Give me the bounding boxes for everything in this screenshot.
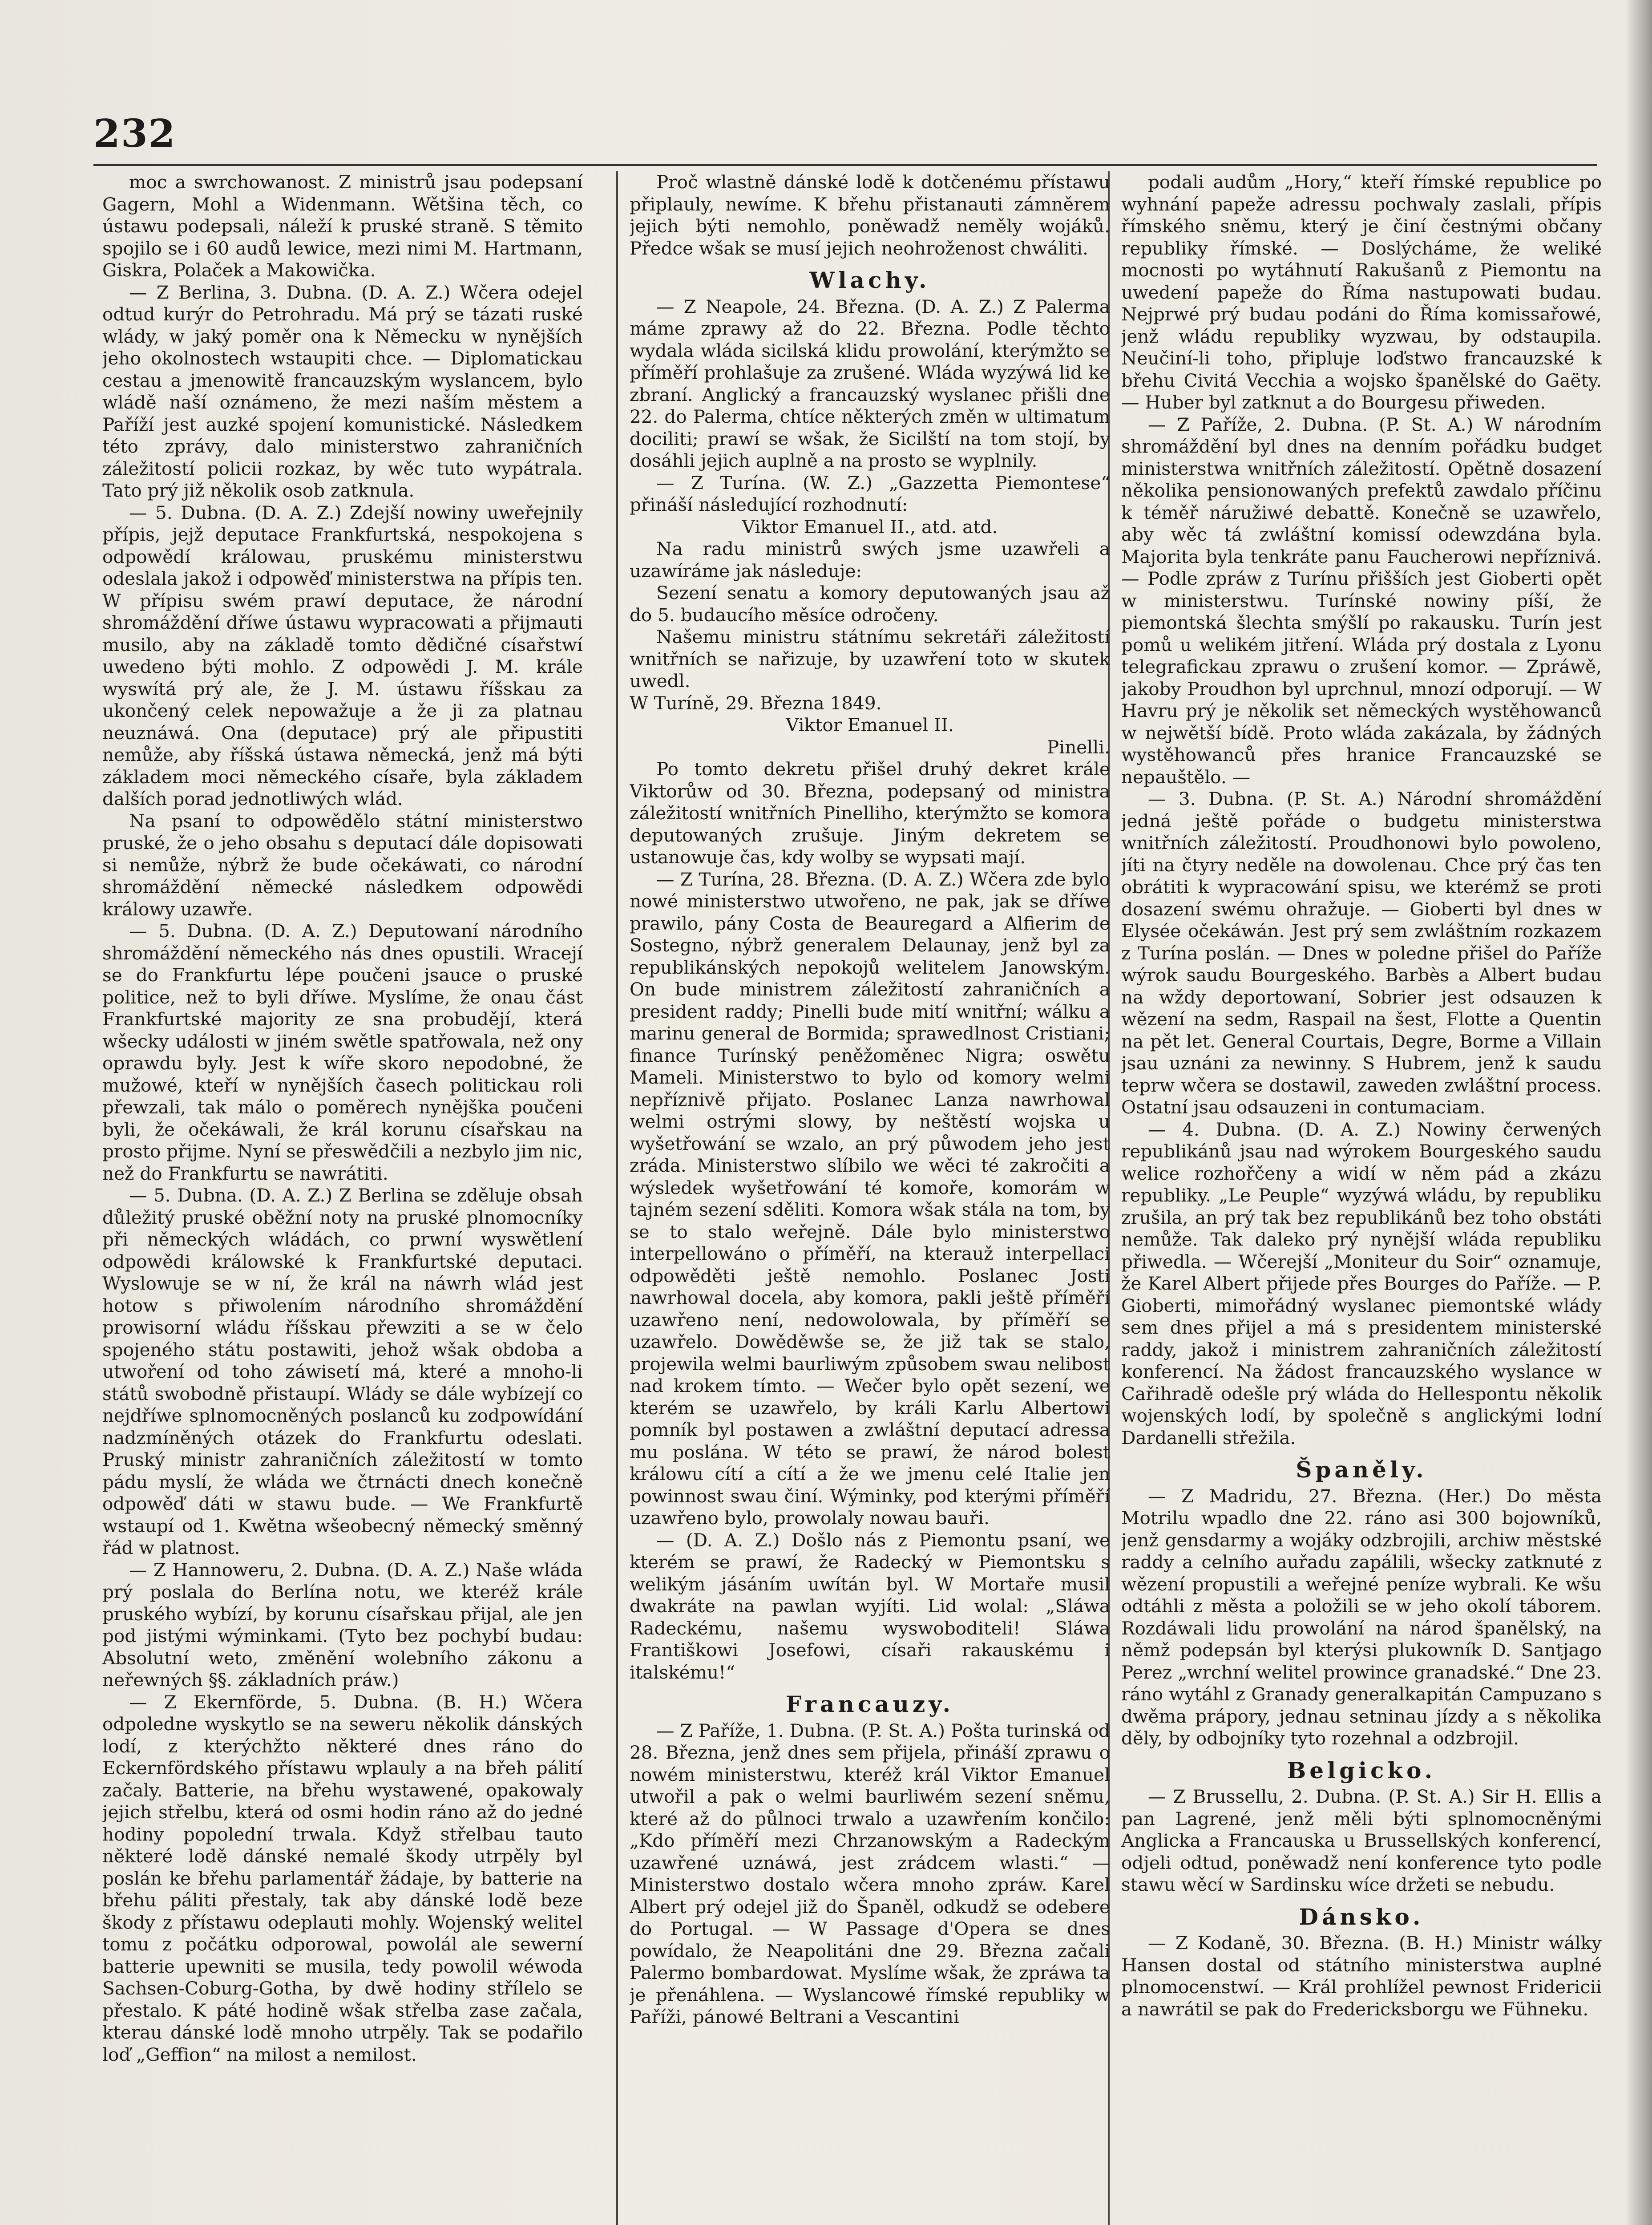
article-paragraph: Po tomto dekretu přišel druhý dekret krále Viktorůw od 30. Března, podepsaný od ministra záležitostí wnitřních Pinelliho, kterýmžto se komora deputowaných zrušuje. Jiným dekretem se ustanowuje čas, kdy wolby se wypsati mají. — [630, 758, 1110, 868]
article-paragraph: — 5. Dubna. (D. A. Z.) Zdejší nowiny uweřejnily přípis, jejž deputace Frankfurtská, nespokojena s odpowědí králowau, pruskému ministerstwu odeslala jakož i odpowěď ministerstwa na přípis ten. W přípisu swém prawí deputace, že národní shromáždění dříwe ústawu wypracowati a přijmauti musilo, aby na základě tomto dědičné císařstwí uwedeno býti mohlo. Z odpowědi J. M. krále wyswítá prý ale, že J. M. ústawu říšskau za ukončený celek nepowažuje a že ji za platnau neuznáwá. Ona (deputace) prý ale připustiti nemůže, aby říšská ústawa německá, jenž má býti základem moci německého císaře, byla základem dalších porad jednotliwých wlád. — [102, 502, 583, 809]
article-paragraph: — 5. Dubna. (D. A. Z.) Z Berlina se zděluje obsah důležitý pruské oběžní noty na pruské plnomocníky při německých wládách, co prwní wyswětlení odpowědi králowské k Frankfurtské deputaci. Wyslowuje se w ní, že král na náwrh wlád jest hotow s přiwolením národního shromáždění prowisorní wládu říšskau přewziti a se w čelo spojeného státu postawiti, jehož wšak obdoba a utwoření od toho záwisetí má, které a mnoho-li států swobodně přistaupí. Wlády se dále wybízejí co nejdříwe splnomocněných poslanců ku zodpowídání nadzmíněných otázek do Frankfurtu odeslati. Pruský ministr zahraničních záležitostí w tomto pádu myslí, že wláda we čtrnácti dnech konečně odpowěď dáti w stawu bude. — We Frankfurtě wstaupí od 1. Kwětna wšeobecný německý směnný řád w platnost. — [102, 1185, 583, 1558]
article-paragraph: — 5. Dubna. (D. A. Z.) Deputowaní národního shromáždění německého nás dnes opustili. Wracejí se do Frankfurtu lépe poučeni jsauce o pruské politice, než to byli dříwe. Myslíme, že onau část Frankfurtské majority ze sna probudějí, která wšecky události w jiném swětle spatřowala, než ony oprawdu byly. Jest k wíře skoro nepodobné, že mužowé, kteří w nynějších časech politickau roli přewzali, tak málo o poměrech nynějška poučeni byli, že očekáwali, že král korunu císařskau na prosto přijme. Nyní se přeswědčili a nezbylo jim nic, než do Frankfurtu se nawrátiti. — [102, 920, 583, 1184]
article-paragraph: — Z Paříže, 2. Dubna. (P. St. A.) W národním shromáždění byl dnes na denním pořádku budget ministerstwa wnitřních záležitostí. Opětně dosazení několika pensionowaných prefektů zawdalo příčinu k téměř náružiwé debattě. Konečně se uzawřelo, aby wěc tá zwláštní komissí odewzdána byla. Majorita byla tenkráte panu Faucherowi nepříznivá. — Podle zpráw z Turínu přišších jest Gioberti opět w ministerstwu. Turínské nowiny píší, že piemontská šlechta smýšlí po rakausku. Turín jest pomů u welikém jitření. Wláda prý dostala z Lyonu telegrafickau zprawu o zrušení komor. — Zpráwě, jakoby Proudhon byl uprchnul, mnozí odporují. — W Havru prý je několik set německých wystěhowanců w nejwětší bídě. Proto wláda zakázala, by žádných wystěhowanců přes hranice Francauzské se nepauštělo. — — [1121, 413, 1602, 788]
article-paragraph: Viktor Emanuel II., atd. atd. — [742, 516, 998, 538]
column-3 — [1121, 171, 1602, 2225]
column-1 — [102, 171, 583, 2225]
article-paragraph: — 4. Dubna. (D. A. Z.) Nowiny čerwených republikánů jsau nad wýrokem Bourgeského saudu welice rozhořčeny a widí w něm pád a zkázu republiky. „Le Peuple“ wyzýwá wládu, by republiku zrušila, an prý tak bez republikánů bez toho obstáti nemůže. Tak daleko prý nynější wláda republiku přiwedla. — Wčerejší „Moniteur du Soir“ oznamuje, že Karel Albert přijede přes Bourges do Paříže. — P. Gioberti, mimořádný wyslanec piemontské wlády sem dnes přijel a má s presidentem ministerské raddy, jakož i ministrem zahraničních záležitostí konferencí. Na žádost francauzského wyslance w Cařihradě odešle prý wláda do Hellespontu několik wojenských lodí, by společně s anglickými lodní Dardanelli střežila. — [1121, 1118, 1602, 1448]
article-paragraph: podali audům „Hory,“ kteří římské republice po wyhnání papeže adressu pochwaly zaslali, přípis římského sněmu, který je činí čestnými občany republiky římské. — Doslýcháme, že weliké mocnosti po wytáhnutí Rakušanů z Piemontu na uwedení papeže do Říma nastupowati budau. Nejprwé prý budau podáni do Říma komissařowé, jenž wládu republiky wyzwau, by odstaupila. Neučiní-li toho, připluje loďstwo francauzské k břehu Civitá Vecchia a wojsko španělské do Gaëty. — Huber byl zatknut a do Bourgesu přiweden. — [1121, 171, 1602, 413]
article-paragraph: — Z Paříže, 1. Dubna. (P. St. A.) Pošta turinská od 28. Března, jenž dnes sem přijela, přináší zprawu o nowém ministerstwu, kteréž král Viktor Emanuel utwořil a pak o welmi baurliwém sezení sněmu, které až do půlnoci trwalo a uzawřením končilo: „Kdo příměří mezi Chrzanowským a Radeckým uzawřené uznáwá, jest zrádcem wlasti.“ — Ministerstwo dostalo wčera mnoho zpráw. Karel Albert prý odejel již do Španěl, odkudž se odebere do Portugal. — W Passage d'Opera se dnes powídalo, že Neapolitáni dne 29. Března začali Palermo bombardowat. Myslíme wšak, že zpráwa ta je přenáhlena. — Wyslancowé římské republiky w Paříži, pánowé Beltrani a Vescantini — [630, 1719, 1110, 2027]
page-spine-shadow — [1625, 0, 1652, 2225]
article-paragraph: — (D. A. Z.) Došlo nás z Piemontu psaní, we kterém se prawí, že Radecký w Piemontsku s welikým jásáním uwítán byl. W Mortaře musil dwakráte na pawlan wyjíti. Lid wolal: „Sláwa Radeckému, našemu wyswoboditeli! Sláwa Františkowi Josefowi, císaři rakauskému i italskému!“ — [630, 1529, 1110, 1683]
page-number: 232 — [93, 111, 176, 156]
section-heading: Francauzy. — [785, 1691, 954, 1717]
article-paragraph: — Z Turína, 28. Března. (D. A. Z.) Wčera zde bylo nowé ministerstwo utwořeno, ne pak, jak se dříwe prawilo, pány Costa de Beauregard a Alfierim de Sostegno, nýbrž generalem Delaunay, jenž byl za republikánských nepokojů welitelem Janowským. On bude ministrem záležitostí zahraničních a president raddy; Pinelli bude mití wnitřní; wálku a marinu general de Bormida; sprawedlnost Cristiani; finance Turínský peněžoměnec Nigra; oswětu Mameli. Ministerstwo to bylo od komory welmi nepříznivě přijato. Poslanec Lanza nawrhowal welmi ostrými slowy, by neštěstí wojska u wyšetřowání se wzalo, an prý půwodem jeho jest zráda. Ministerstwo slíbilo we wěci té zakročiti a wýsledek wyšetřowání té komoře, komorám w tajném sezení sděliti. Komora wšak stála na tom, by se to stalo weřejně. Dále bylo ministerstwo interpellowáno o příměří, na kterauž interpellaci odpowěděti ještě nemohlo. Poslanec Josti nawrhowal docela, aby komora, pakli ještě příměří uzawřeno není, nedowolowala, by příměří se uzawřelo. Dowěděwše se, že již tak se stalo, projewila welmi baurliwým způsobem swau nelibost nad krokem tímto. — Wečer bylo opět sezení, we kterém se uzawřelo, by králi Karlu Albertowi pomník byl postawen a zwláštní deputací adressa mu poslána. W této se prawí, že národ bolest králowu cítí a cítí a že we jmenu celé Italie jen powinnost swau činí. Wýminky, pod kterými příměří uzawřeno bylo, prowolaly nowau bauři. — [630, 868, 1110, 1529]
column-2 — [630, 171, 1110, 2225]
article-paragraph: — Z Madridu, 27. Března. (Her.) Do města Motrilu wpadlo dne 22. ráno asi 300 bojowníků, jenž gensdarmy a wojáky odzbrojili, archiw městské raddy a celního auřadu zapálili, wšecky zatknuté z wězení propustili a weřejné peníze wybrali. Ke wšu odtáhli z města a položili se w jeho okolí táborem. Rozdáwali lidu prowolání na národ španělský, na němž podepsán byl kterýsi plukowník D. Santjago Perez „wrchní welitel prowince granadské.“ Dne 23. ráno wytáhl z Granady generalkapitán Campuzano s dwěma prápory, jednau setninau jízdy a s několika děly, by odbojníky tyto rozehnal a odzbrojil. — [1121, 1485, 1602, 1749]
section-heading: Španěly. — [1296, 1456, 1427, 1483]
article-paragraph: — Z Berlina, 3. Dubna. (D. A. Z.) Wčera odejel odtud kurýr do Petrohradu. Má prý se tázati ruské wlády, w jaký poměr ona k Německu w nynějších jeho okolnostech wstaupiti chce. — Diplomatickau cestau a jmenowitě francauzským wyslancem, bylo wládě naší oznámeno, že mezi naším městem a Paříží jest auzké spojení komunistické. Následkem této zprávy, dalo ministerstwo zahraničních záležitostí policii rozkaz, by wěc tuto wypátrala. Tato prý již několik osob zatknula. — [102, 281, 583, 501]
article-paragraph: W Turíně, 29. Března 1849. — [630, 692, 882, 714]
article-paragraph: Pinelli. — [1047, 736, 1110, 758]
article-paragraph: — Z Hannoweru, 2. Dubna. (D. A. Z.) Naše wláda prý poslala do Berlína notu, we kteréž krále pruského wybízí, by korunu císařskau přijal, ale jen pod jistými wýminkami. (Tyto bez pochybí budau: Absolutní weto, změnění wolebního zákonu a neřewných §§. základních práw.) — [102, 1559, 583, 1691]
article-paragraph: — 3. Dubna. (P. St. A.) Národní shromáždění jedná ještě pořáde o budgetu ministerstwa wnitřních záležitostí. Proudhonowi bylo powoleno, jíti na čtyry neděle na dowolenau. Chce prý čas ten obrátiti k wypracowání spisu, we kterémž se proti dosazení swému ohražuje. — Gioberti byl dnes w Elysée očekáwán. Jest prý sem zwláštním rozkazem z Turína poslán. — Dnes w poledne přišel do Paříže wýrok saudu Bourgeského. Barbès a Albert budau na wždy deportowaní, Sobrier jest odsauzen k wězení na sedm, Raspail na šest, Flotte a Quentin na pět let. General Courtais, Degre, Borme a Villain jsau uznáni za newinny. S Hubrem, jenž k saudu teprw wčera se dostawil, zaweden zwláštní process. Ostatní jsau odsauzeni in contumaciam. — [1121, 788, 1602, 1118]
article-paragraph: — Z Brussellu, 2. Dubna. (P. St. A.) Sir H. Ellis a pan Lagrené, jenž měli býti splnomocněnými Anglicka a Francauska u Brussellských konferencí, odjeli odtud, poněwadž není konference tyto podle stawu wěcí w Sardinsku wíce držeti se nebudu. — [1121, 1786, 1602, 1895]
article-paragraph: moc a swrchowanost. Z ministrů jsau podepsaní Gagern, Mohl a Widenmann. Wětšina těch, co ústawu podepsali, náleží k pruské straně. S těmito spojilo se i 60 audů lewice, mezi nimi M. Hartmann, Giskra, Polaček a Makowička. — [102, 171, 583, 281]
article-paragraph: Na psaní to odpowědělo státní ministerstwo pruské, že o jeho obsahu s deputací dále dopisowati si nemůže, nýbrž že bude očekáwati, co národní shromáždění německé následkem odpowědi králowy uzawře. — [102, 810, 583, 920]
article-paragraph: Viktor Emanuel II. — [786, 714, 954, 736]
section-heading: Wlachy. — [809, 267, 930, 293]
section-heading: Dánsko. — [1299, 1903, 1424, 1930]
article-paragraph: Sezení senatu a komory deputowaných jsau až do 5. budaucího měsíce odročeny. — [630, 582, 1110, 626]
article-paragraph: Proč wlastně dánské lodě k dotčenému přístawu připlauly, newíme. K břehu přistanauti zámněrem jejich býti nemohlo, poněwadž neměly wojáků. Předce wšak se musí jejich neohroženost chwáliti. — [630, 171, 1110, 259]
article-paragraph: Našemu ministru státnímu sekretáři záležitostí wnitřních se nařizuje, by uzawření toto w skutek uwedl. — [630, 626, 1110, 692]
section-heading: Belgicko. — [1287, 1757, 1436, 1784]
article-paragraph: — Z Ekernförde, 5. Dubna. (B. H.) Wčera odpoledne wyskytlo se na seweru několik dánských lodí, z kterýchžto některé dnes ráno do Eckernfördského přístawu wplauly a na břeh pálití začaly. Batterie, na břehu wystawené, opakowaly jejich střelbu, která od osmi hodin ráno až do jedné hodiny popolední trwala. Když střelbau tauto některé lodě dánské nemalé škody utrpěly byl poslán ke břehu parlamentář žádaje, by batterie na břehu páliti přestaly, tak aby dánské lodě beze škody z přístawu odeplauti mohly. Wojenský welitel tomu z počátku odporowal, powolál ale sewerní batterie upewniti se musila, tedy powolil wéwoda Sachsen-Coburg-Gotha, by dwě hodiny střílelo se přestalo. K páté hodině wšak střelba zase začala, kterau dánské lodě mnoho utrpěly. Tak se podařilo loď „Geffion“ na milost a nemilost. — [102, 1691, 583, 2065]
header-rule — [93, 164, 1597, 166]
article-paragraph: — Z Kodaně, 30. Března. (B. H.) Ministr wálky Hansen dostal od státního ministerstwa auplné plnomocenstwí. — Král prohlížel pewnost Fridericii a nawrátil se pak do Fredericksborgu we Fühneku. — [1121, 1932, 1602, 2020]
column-divider-1 — [616, 171, 618, 2225]
article-paragraph: — Z Turína. (W. Z.) „Gazzetta Piemontese“ přináší následující rozhodnutí: — [630, 472, 1110, 515]
article-paragraph: Na radu ministrů swých jsme uzawřeli a uzawíráme jak následuje: — [630, 538, 1110, 582]
article-paragraph: — Z Neapole, 24. Března. (D. A. Z.) Z Palerma máme zprawy až do 22. Března. Podle těchto wydala wláda sicilská klidu prowolání, kterýmžto se příměří prohlašuje za zrušené. Wláda wyzýwá lid ke zbraní. Anglický a francauzský wyslanec přišli dne 22. do Palerma, chtíce některých změn w ultimatum dociliti; prawí se wšak, že Sicilští na tom stojí, by dosáhli jejich auplně a na prosto se wyplnily. — [630, 295, 1110, 471]
